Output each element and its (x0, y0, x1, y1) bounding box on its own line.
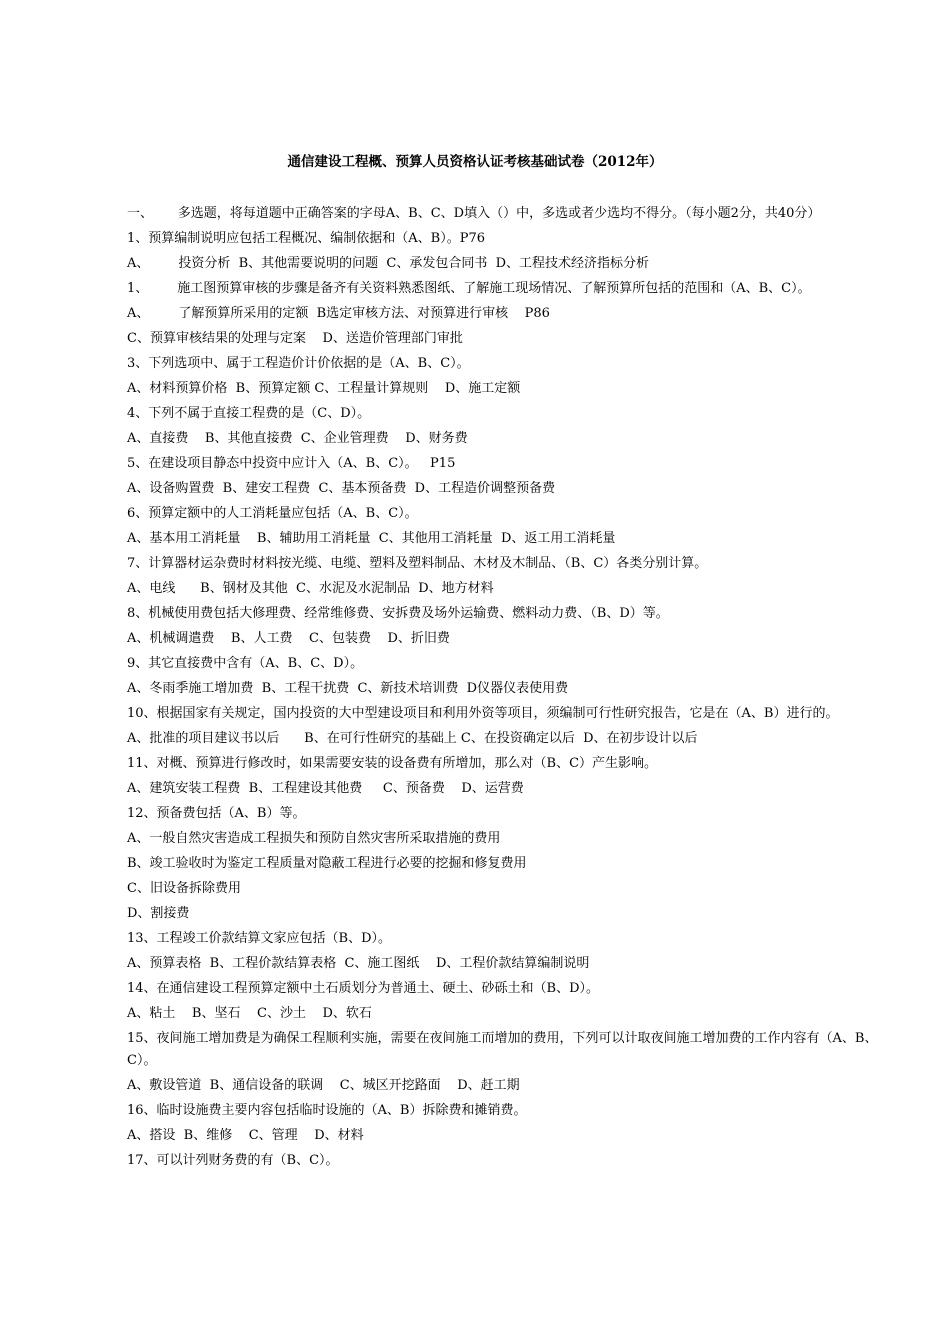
text-line: 13、工程竣工价款结算文家应包括（B、D）。 (127, 931, 392, 946)
text-line: 6、预算定额中的人工消耗量应包括（A、B、C）。 (127, 506, 418, 521)
text-line: A、敷设管道 B、通信设备的联调 C、城区开挖路面 D、赶工期 (127, 1078, 520, 1093)
text-line: A、冬雨季施工增加费 B、工程干扰费 C、新技术培训费 D仪器仪表使用费 (127, 681, 569, 696)
text-line: A、 了解预算所采用的定额 B选定审核方法、对预算进行审核 P86 (127, 306, 550, 321)
text-line: 16、临时设施费主要内容包括临时设施的（A、B）拆除费和摊销费。 (127, 1103, 527, 1118)
text-line: B、竣工验收时为鉴定工程质量对隐蔽工程进行必要的挖掘和修复费用 (127, 856, 527, 871)
text-line: A、批准的项目建议书以后 B、在可行性研究的基础上 C、在投资确定以后 D、在初步设计以后 (127, 731, 698, 746)
text-line: 9、其它直接费中含有（A、B、C、D）。 (127, 656, 364, 671)
text-line: 1、 施工图预算审核的步骤是备齐有关资料熟悉图纸、了解施工现场情况、了解预算所包括的范围和（A、B、C）。 (127, 281, 811, 296)
text-line: A、电线 B、钢材及其他 C、水泥及水泥制品 D、地方材料 (127, 581, 494, 596)
text-line: C、预算审核结果的处理与定案 D、送造价管理部门审批 (127, 331, 463, 346)
text-line: 17、可以计列财务费的有（B、C）。 (127, 1153, 339, 1168)
text-line: A、 投资分析 B、其他需要说明的问题 C、承发包合同书 D、工程技术经济指标分析 (127, 256, 650, 271)
text-line: 7、计算器材运杂费时材料按光缆、电缆、塑料及塑料制品、木材及木制品、（B、C）各类分别计算。 (127, 556, 708, 571)
document-title: 通信建设工程概、预算人员资格认证考核基础试卷（2012年） (287, 154, 663, 170)
text-line: A、机械调遣费 B、人工费 C、包装费 D、折旧费 (127, 631, 450, 646)
text-line: 8、机械使用费包括大修理费、经常维修费、安拆费及场外运输费、燃料动力费、（B、D）等。 (127, 606, 669, 621)
text-line: A、材料预算价格 B、预算定额 C、工程量计算规则 D、施工定额 (127, 381, 521, 396)
text-line: 10、根据国家有关规定，国内投资的大中型建设项目和利用外资等项目，须编制可行性研究报告，它是在（A、B）进行的。 (127, 706, 839, 721)
text-line: 4、下列不属于直接工程费的是（C、D）。 (127, 406, 371, 421)
text-line: A、搭设 B、维修 C、管理 D、材料 (127, 1128, 364, 1143)
text-line: 12、预备费包括（A、B）等。 (127, 806, 306, 821)
text-line: A、一般自然灾害造成工程损失和预防自然灾害所采取措施的费用 (127, 831, 501, 846)
text-line: 1、预算编制说明应包括工程概况、编制依据和（A、B）。P76 (127, 231, 486, 246)
text-line: D、割接费 (127, 906, 190, 921)
document-body (127, 203, 883, 1175)
text-line: 一、 多选题，将每道题中正确答案的字母A、B、C、D填入（）中，多选或者少选均不得分。（每小题2分，共40分） (127, 206, 821, 221)
text-line: 14、在通信建设工程预算定额中土石质划分为普通土、硬土、砂砾土和（B、D）。 (127, 981, 600, 996)
text-line: A、预算表格 B、工程价款结算表格 C、施工图纸 D、工程价款结算编制说明 (127, 956, 590, 971)
text-line: A、建筑安装工程费 B、工程建设其他费 C、预备费 D、运营费 (127, 781, 524, 796)
text-line: A、粘土 B、坚石 C、沙土 D、软石 (127, 1006, 372, 1021)
text-line: 3、下列选项中、属于工程造价计价依据的是（A、B、C）。 (127, 356, 470, 371)
text-line: A、直接费 B、其他直接费 C、企业管理费 D、财务费 (127, 431, 468, 446)
text-line: 5、在建设项目静态中投资中应计入（A、B、C）。 P15 (127, 456, 456, 471)
text-line: 15、夜间施工增加费是为确保工程顺利实施，需要在夜间施工而增加的费用，下列可以计取夜间施工增加费的工作内容有（A、B、C）。 (127, 1031, 878, 1068)
text-line: C、旧设备拆除费用 (127, 881, 241, 896)
text-line: 11、对概、预算进行修改时，如果需要安装的设备费有所增加，那么对（B、C）产生影响。 (127, 756, 658, 771)
text-line: A、设备购置费 B、建安工程费 C、基本预备费 D、工程造价调整预备费 (127, 481, 556, 496)
text-line: A、基本用工消耗量 B、辅助用工消耗量 C、其他用工消耗量 D、返工用工消耗量 (127, 531, 616, 546)
